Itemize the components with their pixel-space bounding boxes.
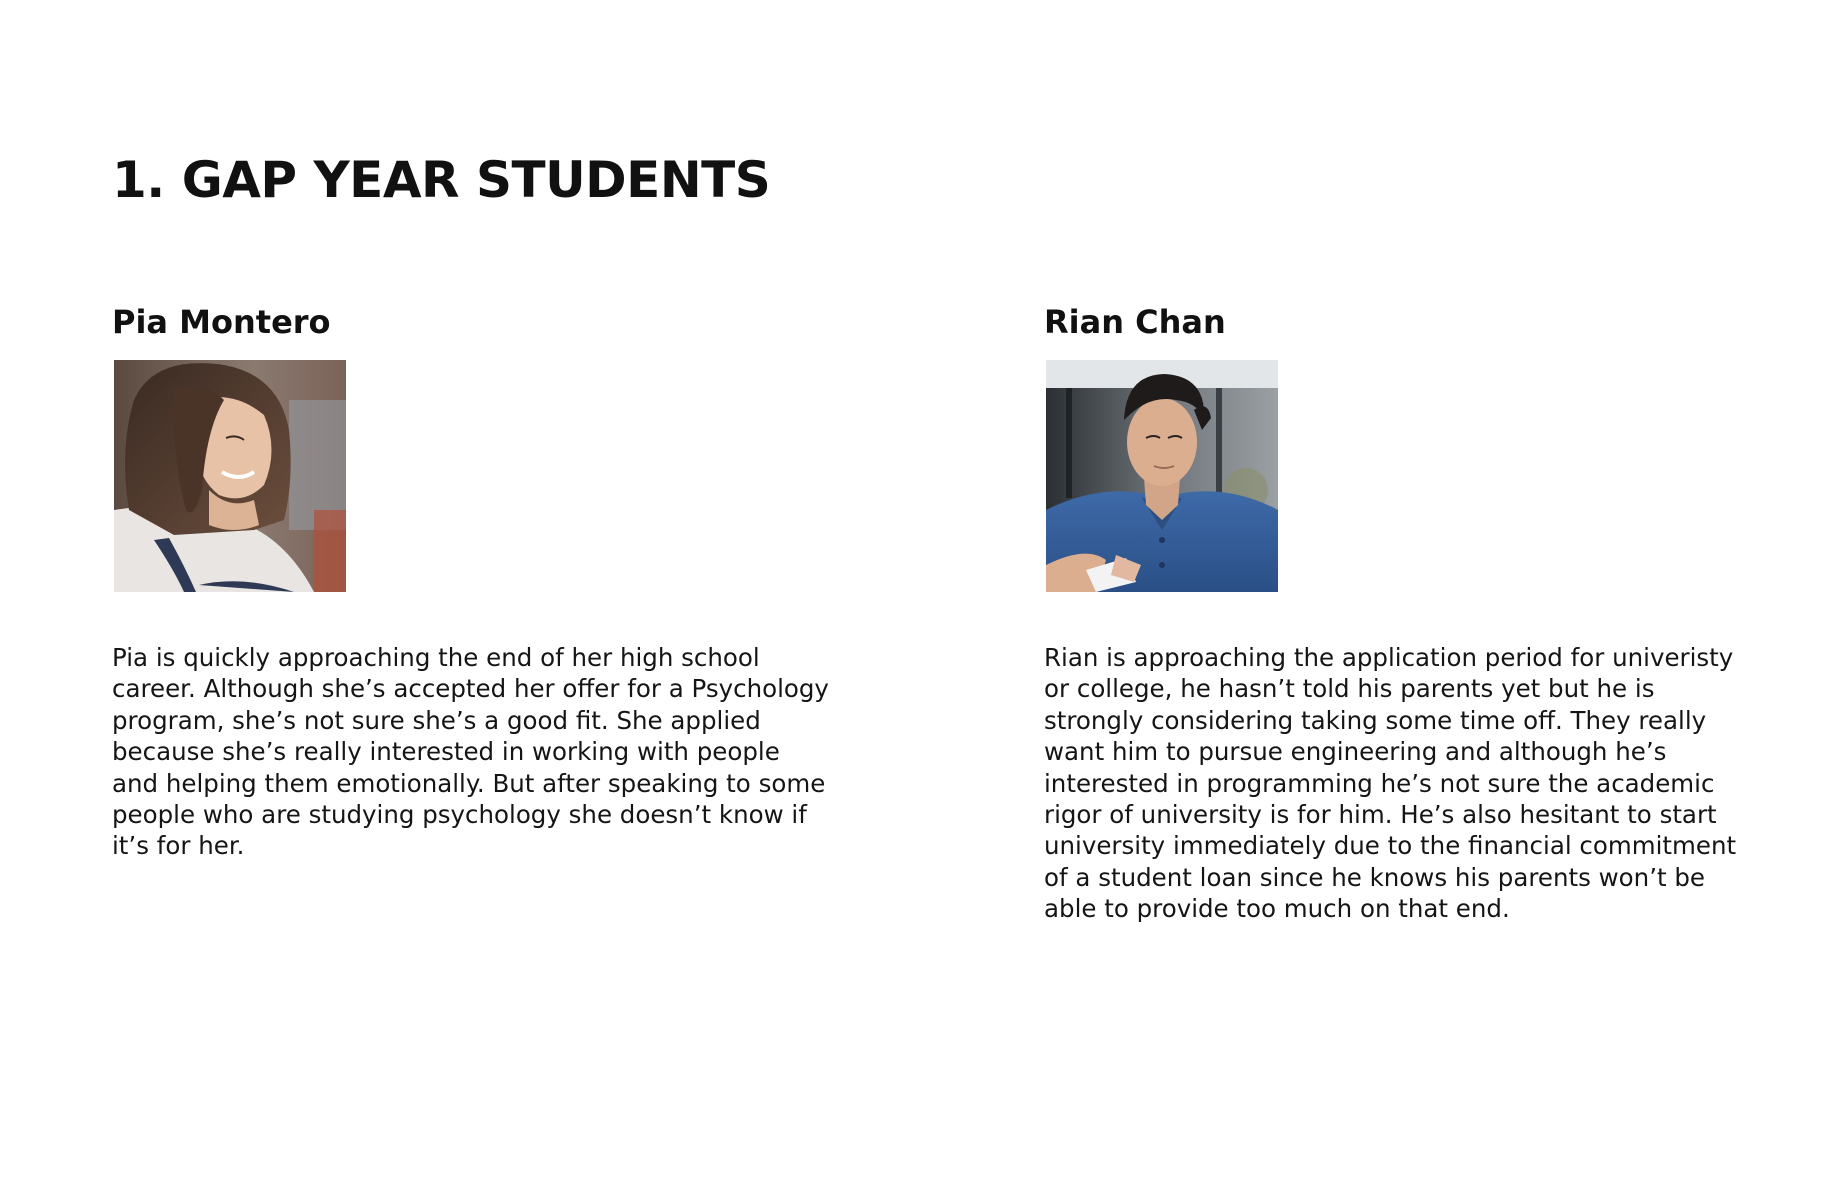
persona-bio: Pia is quickly approaching the end of her high school career. Although she’s accepted her offer for a Psychology program, she’s not sure she’s a good fit. She applied because she’s really interested in working with people and helping them emotionally. But after speaking to some people who are studying psychology she doesn’t know if it’s for her. <box>112 643 829 861</box>
persona-photo-pia <box>114 360 346 592</box>
persona-name: Rian Chan <box>1044 303 1226 341</box>
section-title: 1. GAP YEAR STUDENTS <box>112 151 771 209</box>
persona-card-pia <box>112 300 832 862</box>
persona-bio: Rian is approaching the application period for univeristy or college, he hasn’t told his parents yet but he is strongly considering taking some time off. They really want him to pursue engineering and although he’s interested in programming he’s not sure the academic rigor of university is for him. He’s also hesitant to start university immediately due to the financial commitment of a student loan since he knows his parents won’t be able to provide too much on that end. <box>1044 643 1737 924</box>
persona-photo-rian <box>1046 360 1278 592</box>
persona-card-rian <box>1044 300 1764 925</box>
persona-name: Pia Montero <box>112 303 331 341</box>
